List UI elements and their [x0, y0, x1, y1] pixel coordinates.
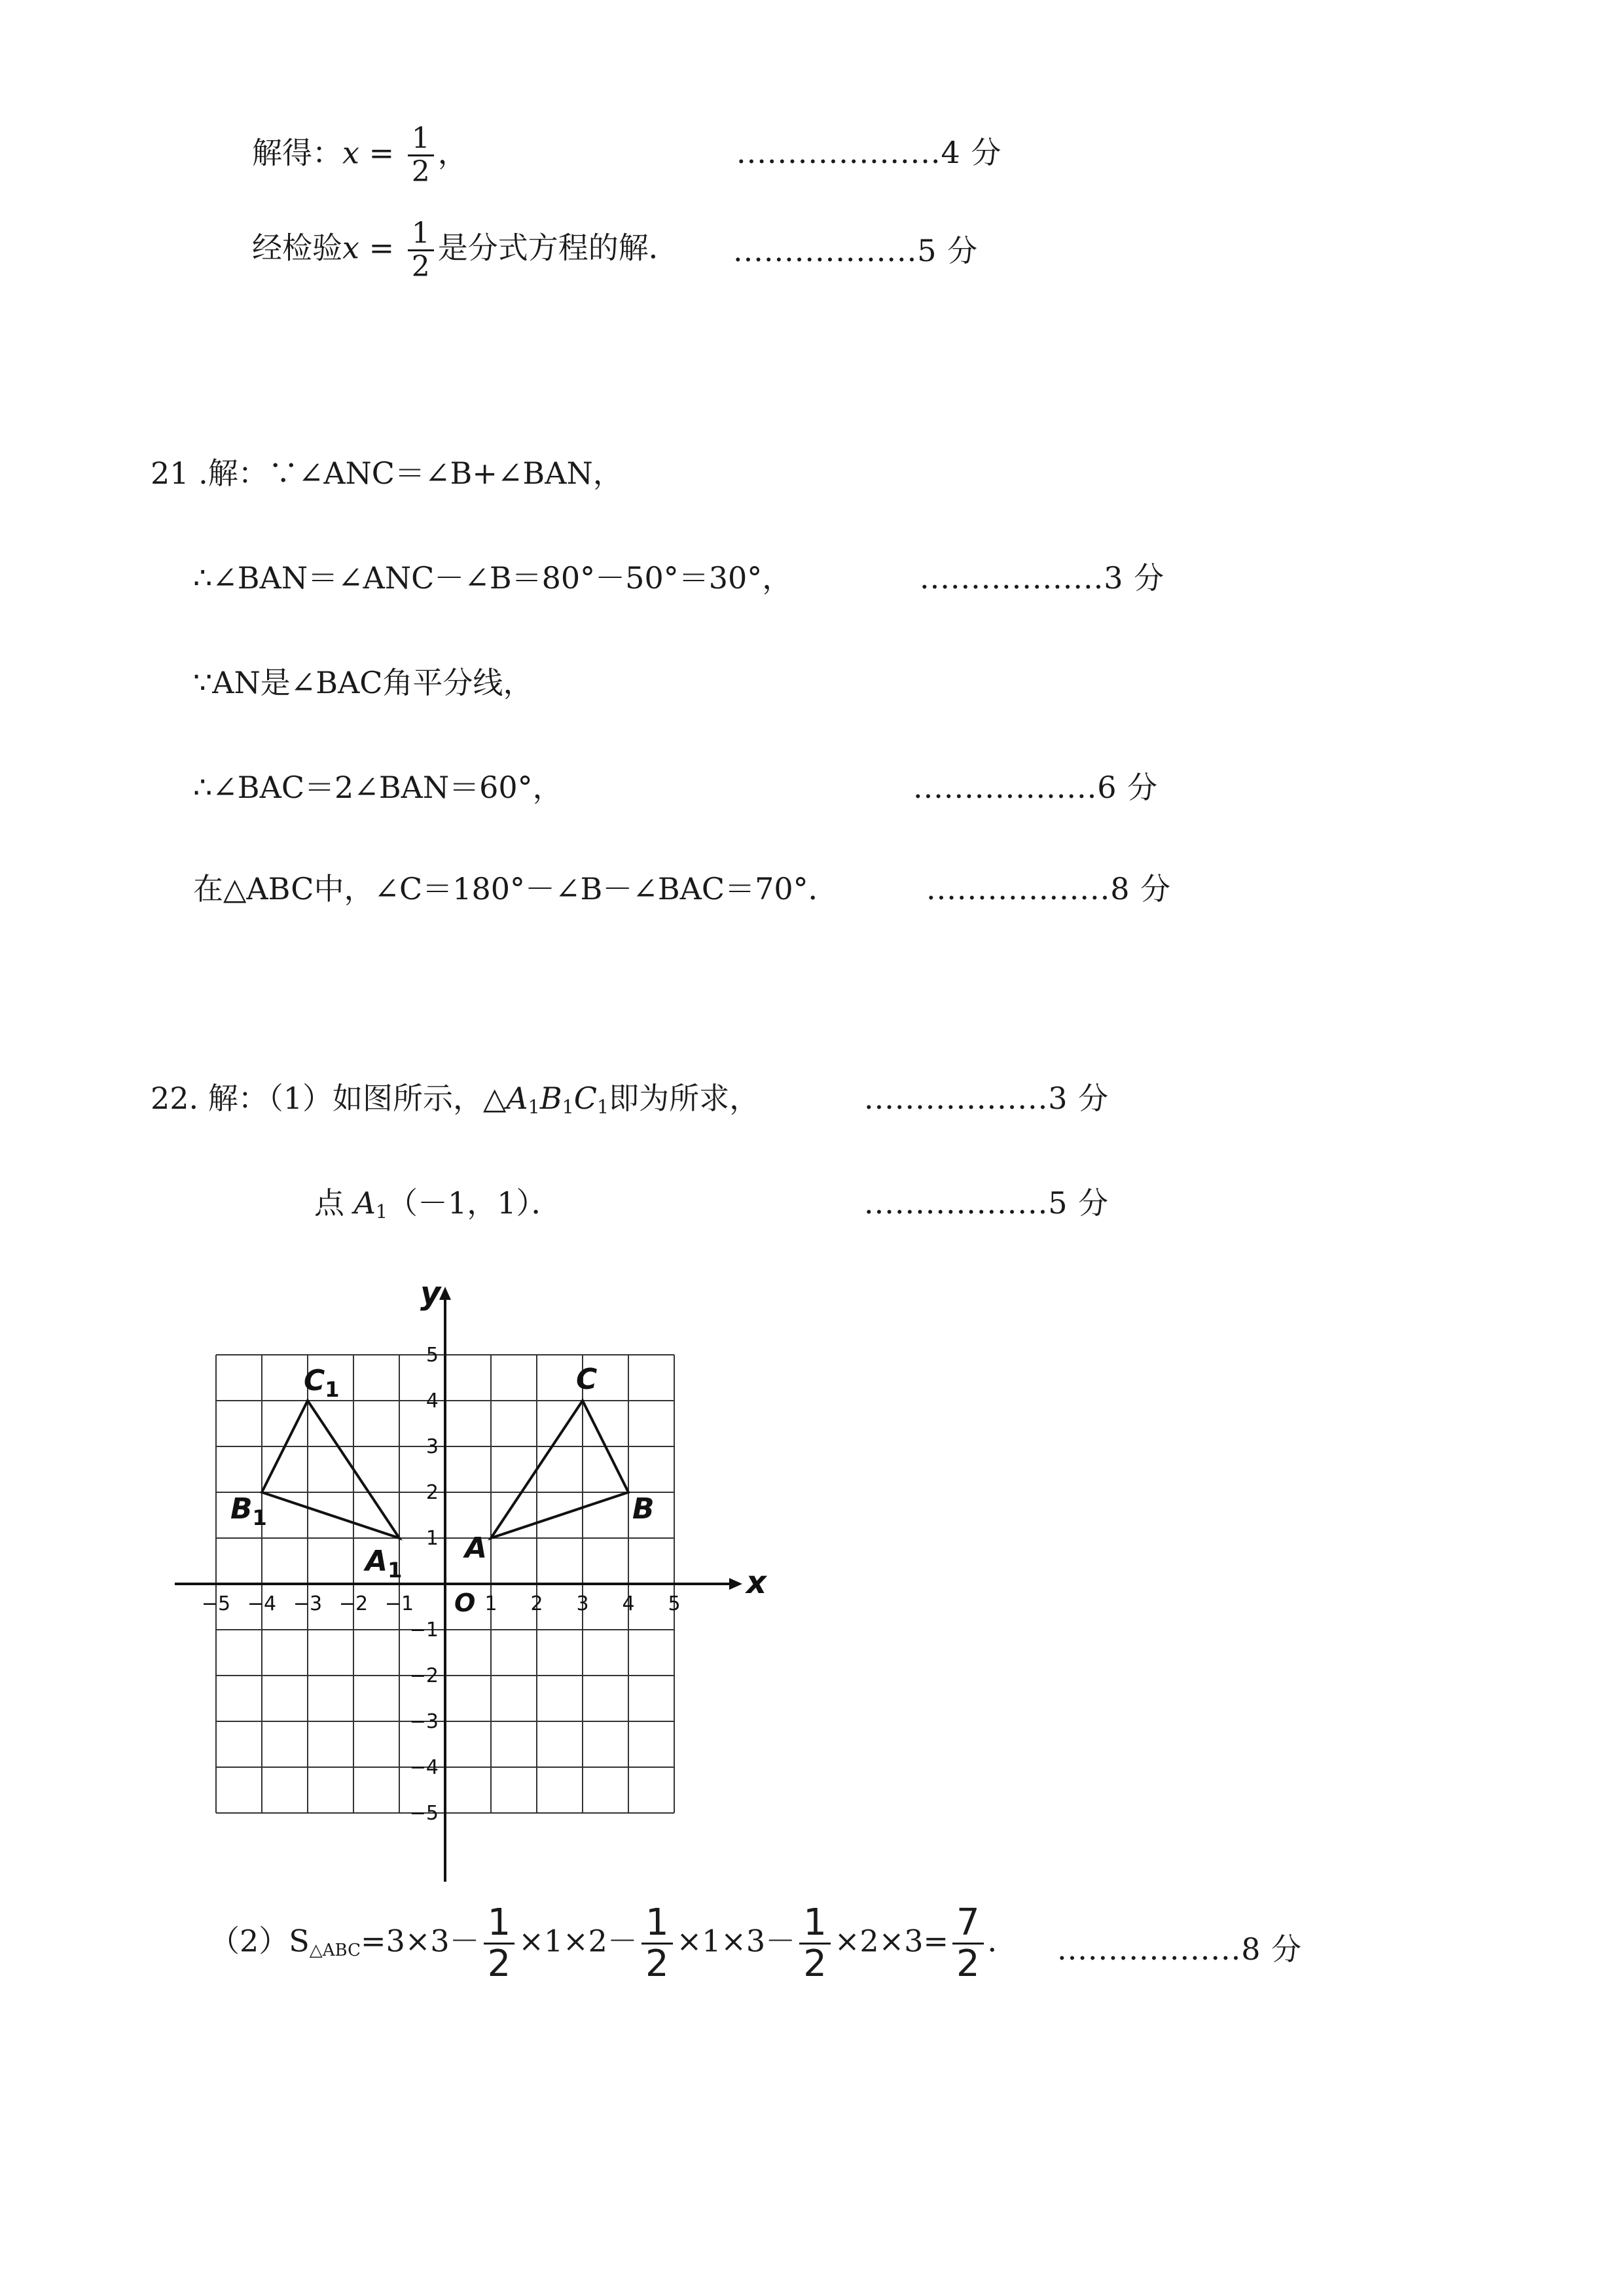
p22-point: [314, 1185, 562, 1223]
text: （2）S: [209, 1923, 310, 1959]
numerator: 1: [408, 219, 434, 251]
denominator: 2: [487, 1943, 511, 1985]
y-tick-label: 4: [425, 1390, 439, 1412]
text: ．: [987, 1923, 1018, 1959]
text: ×1×3－: [676, 1923, 796, 1959]
p21-score-6: ..................6 分: [913, 770, 1159, 805]
p21-score-8: ..................8 分: [926, 871, 1172, 906]
denominator: 2: [411, 250, 430, 283]
p21-step1: ∴∠BAN＝∠ANC－∠B＝80°－50°＝30°，: [193, 560, 793, 596]
numerator: 7: [952, 1905, 984, 1945]
label-b: B: [632, 1492, 655, 1526]
equals: =: [359, 230, 404, 266]
x-axis-label: x: [746, 1564, 767, 1601]
sub: 1: [375, 1201, 388, 1223]
solution-line-1: [252, 124, 468, 187]
sub: 1: [596, 1096, 609, 1119]
p21-step2: ∵AN是∠BAC角平分线，: [193, 665, 533, 700]
point-labels: [230, 1363, 655, 1583]
text: 22. 解：（1）如图所示，△: [151, 1081, 507, 1116]
y-axis-arrow: [439, 1287, 451, 1300]
y-tick-label: 3: [425, 1435, 439, 1458]
x-tick-label: 3: [576, 1592, 589, 1615]
fraction: [408, 124, 434, 187]
y-tick-label: 1: [425, 1527, 439, 1550]
label-a1: $A_1$: [365, 1545, 403, 1583]
comma: ，: [437, 135, 468, 171]
x-tick-label: −2: [338, 1592, 369, 1615]
numerator: 1: [641, 1905, 673, 1945]
solution-line-2: [252, 219, 679, 281]
y-tick-label: −5: [409, 1802, 439, 1825]
y-tick-label: −1: [409, 1619, 439, 1641]
var-A: A: [506, 1081, 528, 1116]
x-tick-label: −5: [201, 1592, 231, 1615]
p22-part2: [209, 1901, 1018, 1985]
var-B: B: [539, 1081, 562, 1116]
p21-header: 21 .解：∵∠ANC＝∠B+∠BAN，: [151, 456, 623, 491]
var-A: A: [353, 1185, 376, 1221]
score-5: ..................5 分: [733, 233, 979, 268]
text: （－1，1）．: [388, 1185, 562, 1221]
text: 解得：: [252, 135, 342, 171]
y-tick-label: −2: [409, 1664, 439, 1687]
triangle-a1b1c1: [262, 1401, 399, 1538]
text: 经检验: [252, 230, 342, 266]
sub: △ABC: [309, 1941, 361, 1960]
label-c: C: [576, 1363, 598, 1396]
text: ×2×3=: [834, 1923, 949, 1959]
triangle-abc: [491, 1401, 628, 1538]
text: 即为所求，: [609, 1081, 760, 1116]
x-tick-label: 5: [668, 1592, 681, 1615]
text: ×1×2－: [518, 1923, 638, 1959]
y-axis-label: y: [420, 1275, 441, 1312]
numerator: 1: [799, 1905, 831, 1945]
p22-score-5: ..................5 分: [864, 1185, 1110, 1221]
x-tick-label: 2: [530, 1592, 543, 1615]
label-c1: $C_1$: [304, 1364, 340, 1402]
coordinate-grid-figure: [177, 1275, 767, 1826]
y-tick-label: −3: [409, 1710, 439, 1733]
var-x: x: [342, 230, 359, 266]
x-tick-label: 1: [484, 1592, 497, 1615]
p22-score-3: ..................3 分: [864, 1081, 1110, 1116]
y-tick-label: −4: [409, 1756, 439, 1779]
sub: 1: [528, 1096, 540, 1119]
sub: 1: [562, 1096, 574, 1119]
denominator: 2: [411, 155, 430, 188]
label-a: A: [465, 1532, 488, 1565]
text: 是分式方程的解．: [437, 230, 679, 266]
x-tick-label: −4: [247, 1592, 277, 1615]
axes: [175, 1287, 742, 1882]
equals: =: [359, 135, 404, 171]
p21-step3: ∴∠BAC＝2∠BAN＝60°，: [193, 770, 563, 805]
score-4: ....................4 分: [736, 135, 1002, 170]
y-tick-label: 5: [425, 1344, 439, 1367]
denominator: 2: [645, 1943, 669, 1985]
x-tick-label: −3: [293, 1592, 323, 1615]
p22-header: [151, 1083, 759, 1117]
fraction-2: [641, 1901, 673, 1985]
p21-step4: 在△ABC中，∠C＝180°－∠B－∠BAC＝70°．: [193, 871, 839, 906]
denominator: 2: [803, 1943, 827, 1985]
x-tick-label: −1: [384, 1592, 414, 1615]
text: =3×3－: [361, 1923, 480, 1959]
p21-score-3: ..................3 分: [920, 560, 1165, 596]
var-C: C: [573, 1081, 597, 1116]
y-tick-label: 2: [425, 1481, 439, 1504]
text: 点: [314, 1185, 354, 1221]
fraction-4: [952, 1901, 984, 1985]
x-tick-label: 4: [622, 1592, 635, 1615]
x-axis-arrow: [729, 1578, 742, 1590]
denominator: 2: [956, 1943, 980, 1985]
label-b1: $B_1$: [230, 1492, 267, 1530]
fraction-3: [799, 1901, 831, 1985]
p22-score-8: ..................8 分: [1057, 1931, 1303, 1967]
fraction: [408, 219, 434, 281]
fraction-1: [484, 1901, 515, 1985]
numerator: 1: [484, 1905, 515, 1945]
numerator: 1: [408, 124, 434, 156]
var-x: x: [342, 135, 359, 171]
origin-label: O: [454, 1588, 476, 1617]
